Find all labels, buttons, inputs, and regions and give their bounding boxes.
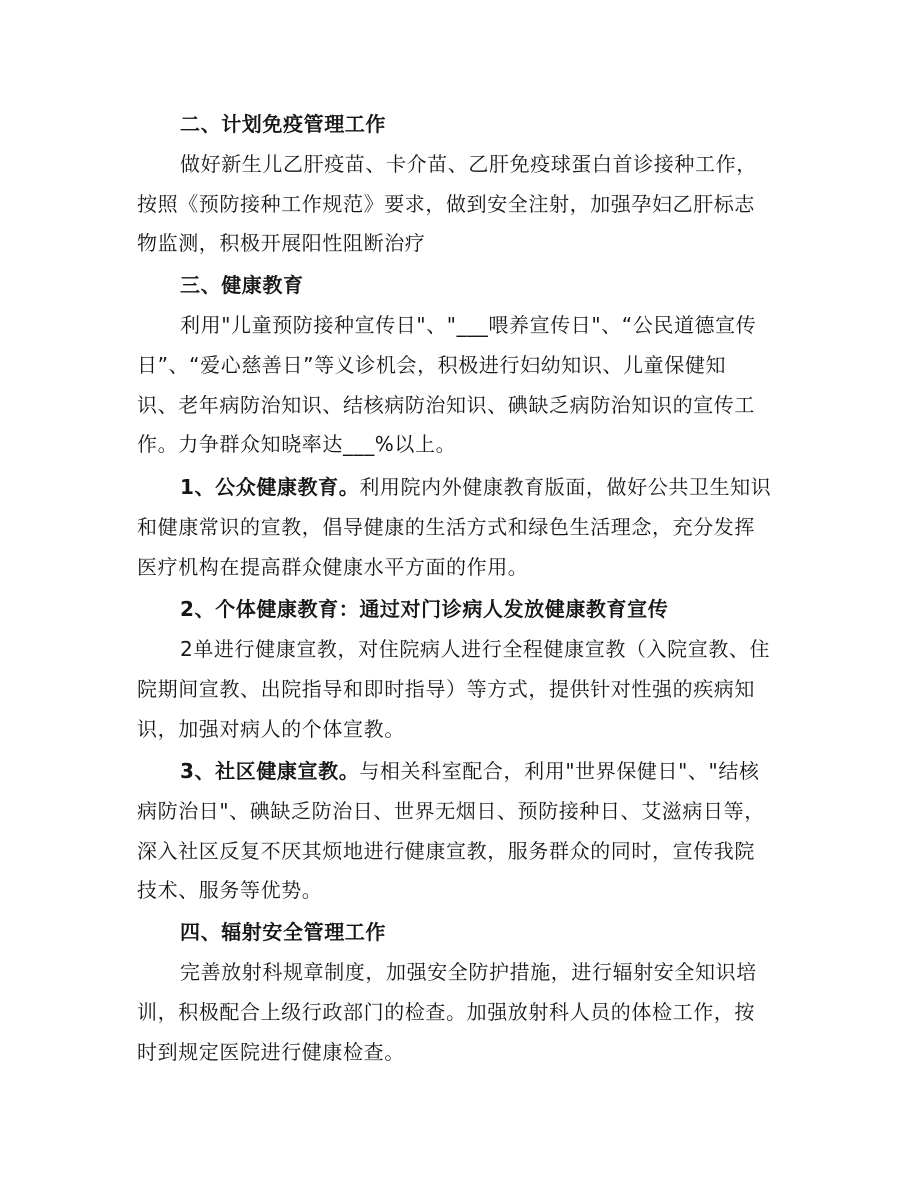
paragraph-line: 按照《预防接种工作规范》要求，做到安全注射，加强孕妇乙肝标志 xyxy=(137,192,755,216)
paragraph-line: 物监测，积极开展阳性阻断治疗 xyxy=(137,231,426,255)
subsection-title: 1、公众健康教育。 xyxy=(180,475,360,499)
heading-immunization: 二、计划免疫管理工作 xyxy=(180,112,386,136)
paragraph-line: 医疗机构在提高群众健康水平方面的作用。 xyxy=(137,555,529,579)
paragraph-line: 利用"儿童预防接种宣传日"、"___喂养宣传日"、“公民道德宣传 xyxy=(180,313,757,337)
paragraph-line: 日”、“爱心慈善日”等义诊机会，积极进行妇幼知识、儿童保健知 xyxy=(137,353,727,377)
paragraph-line: 技术、服务等优势。 xyxy=(137,878,323,902)
heading-health-education: 三、健康教育 xyxy=(180,273,304,297)
subsection-text: 利用院内外健康教育版面，做好公共卫生知识 xyxy=(359,475,772,499)
subsection-individual-health-education: 2、个体健康教育：通过对门诊病人发放健康教育宣传 xyxy=(180,597,669,621)
paragraph-line: 和健康常识的宣教，倡导健康的生活方式和绿色生活理念，充分发挥 xyxy=(137,515,755,539)
paragraph-line: 识，加强对病人的个体宣教。 xyxy=(137,717,405,741)
subsection-community-health-education xyxy=(180,757,840,785)
subsection-public-health-education xyxy=(180,473,840,501)
paragraph-line: 完善放射科规章制度，加强安全防护措施，进行辐射安全知识培 xyxy=(180,960,757,984)
paragraph-line: 识、老年病防治知识、结核病防治知识、碘缺乏病防治知识的宣传工 xyxy=(137,393,755,417)
paragraph-line: 深入社区反复不厌其烦地进行健康宣教，服务群众的同时，宣传我院 xyxy=(137,839,755,863)
heading-radiation-safety: 四、辐射安全管理工作 xyxy=(180,920,386,944)
paragraph-line: 病防治日"、碘缺乏防治日、世界无烟日、预防接种日、艾滋病日等， xyxy=(137,799,765,823)
paragraph-line: 院期间宣教、出院指导和即时指导）等方式，提供针对性强的疾病知 xyxy=(137,677,755,701)
paragraph-line: 训，积极配合上级行政部门的检查。加强放射科人员的体检工作，按 xyxy=(137,1000,755,1024)
paragraph-line: 2单进行健康宣教，对住院病人进行全程健康宣教（入院宣教、住 xyxy=(180,637,771,661)
paragraph-line: 作。力争群众知晓率达___%以上。 xyxy=(137,432,457,456)
subsection-text: 与相关科室配合，利用"世界保健日"、"结核 xyxy=(359,759,760,783)
subsection-title: 3、社区健康宣教。 xyxy=(180,759,360,783)
paragraph-line: 时到规定医院进行健康检查。 xyxy=(137,1040,405,1064)
paragraph-line: 做好新生儿乙肝疫苗、卡介苗、乙肝免疫球蛋白首诊接种工作， xyxy=(180,152,757,176)
